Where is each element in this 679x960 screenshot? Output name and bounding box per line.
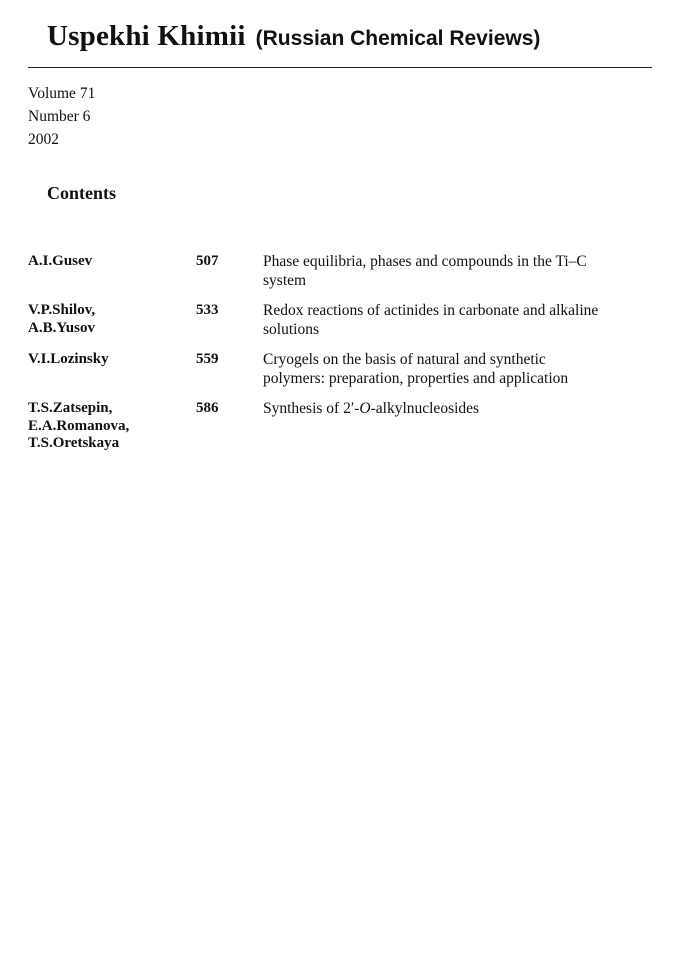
toc-authors	[28, 253, 188, 271]
toc-page-number: 559	[196, 351, 219, 367]
toc-entry	[28, 400, 658, 460]
author: E.A.Romanova,	[28, 417, 130, 434]
contents-heading: Contents	[47, 183, 117, 203]
header-rule	[28, 67, 652, 68]
author: V.P.Shilov,	[28, 302, 96, 318]
toc-page-number: 533	[196, 302, 219, 318]
author: A.B.Yusov	[28, 319, 95, 336]
toc-article-title[interactable]: Redox reactions of actinides in carbonate and alkaline solutions	[263, 302, 599, 338]
issue-number: Number 6	[28, 108, 91, 125]
toc-article-title[interactable]: Cryogels on the basis of natural and synthetic polymers: preparation, properties and application	[263, 351, 569, 387]
toc-authors	[28, 302, 188, 337]
toc-authors	[28, 351, 188, 369]
toc-authors	[28, 400, 188, 453]
author: V.I.Lozinsky	[28, 351, 109, 367]
journal-masthead	[47, 20, 540, 53]
toc-entry	[28, 351, 658, 400]
toc-page-number: 586	[196, 400, 219, 416]
toc-entry	[28, 302, 658, 351]
issue-year: 2002	[28, 131, 59, 148]
toc-entry	[28, 253, 658, 302]
issue-volume: Volume 71	[28, 85, 96, 102]
author: A.I.Gusev	[28, 253, 93, 269]
author: T.S.Zatsepin,	[28, 400, 113, 416]
journal-subtitle: (Russian Chemical Reviews)	[255, 27, 541, 50]
toc-article-title[interactable]: Phase equilibria, phases and compounds in the Ti–C system	[263, 253, 587, 289]
issue-info	[28, 82, 95, 151]
journal-name: Uspekhi Khimii	[47, 20, 246, 52]
author: T.S.Oretskaya	[28, 435, 120, 451]
table-of-contents	[28, 253, 658, 460]
toc-page-number: 507	[196, 253, 219, 269]
toc-article-title[interactable]: Synthesis of 2′-O-alkylnucleosides	[263, 400, 480, 417]
